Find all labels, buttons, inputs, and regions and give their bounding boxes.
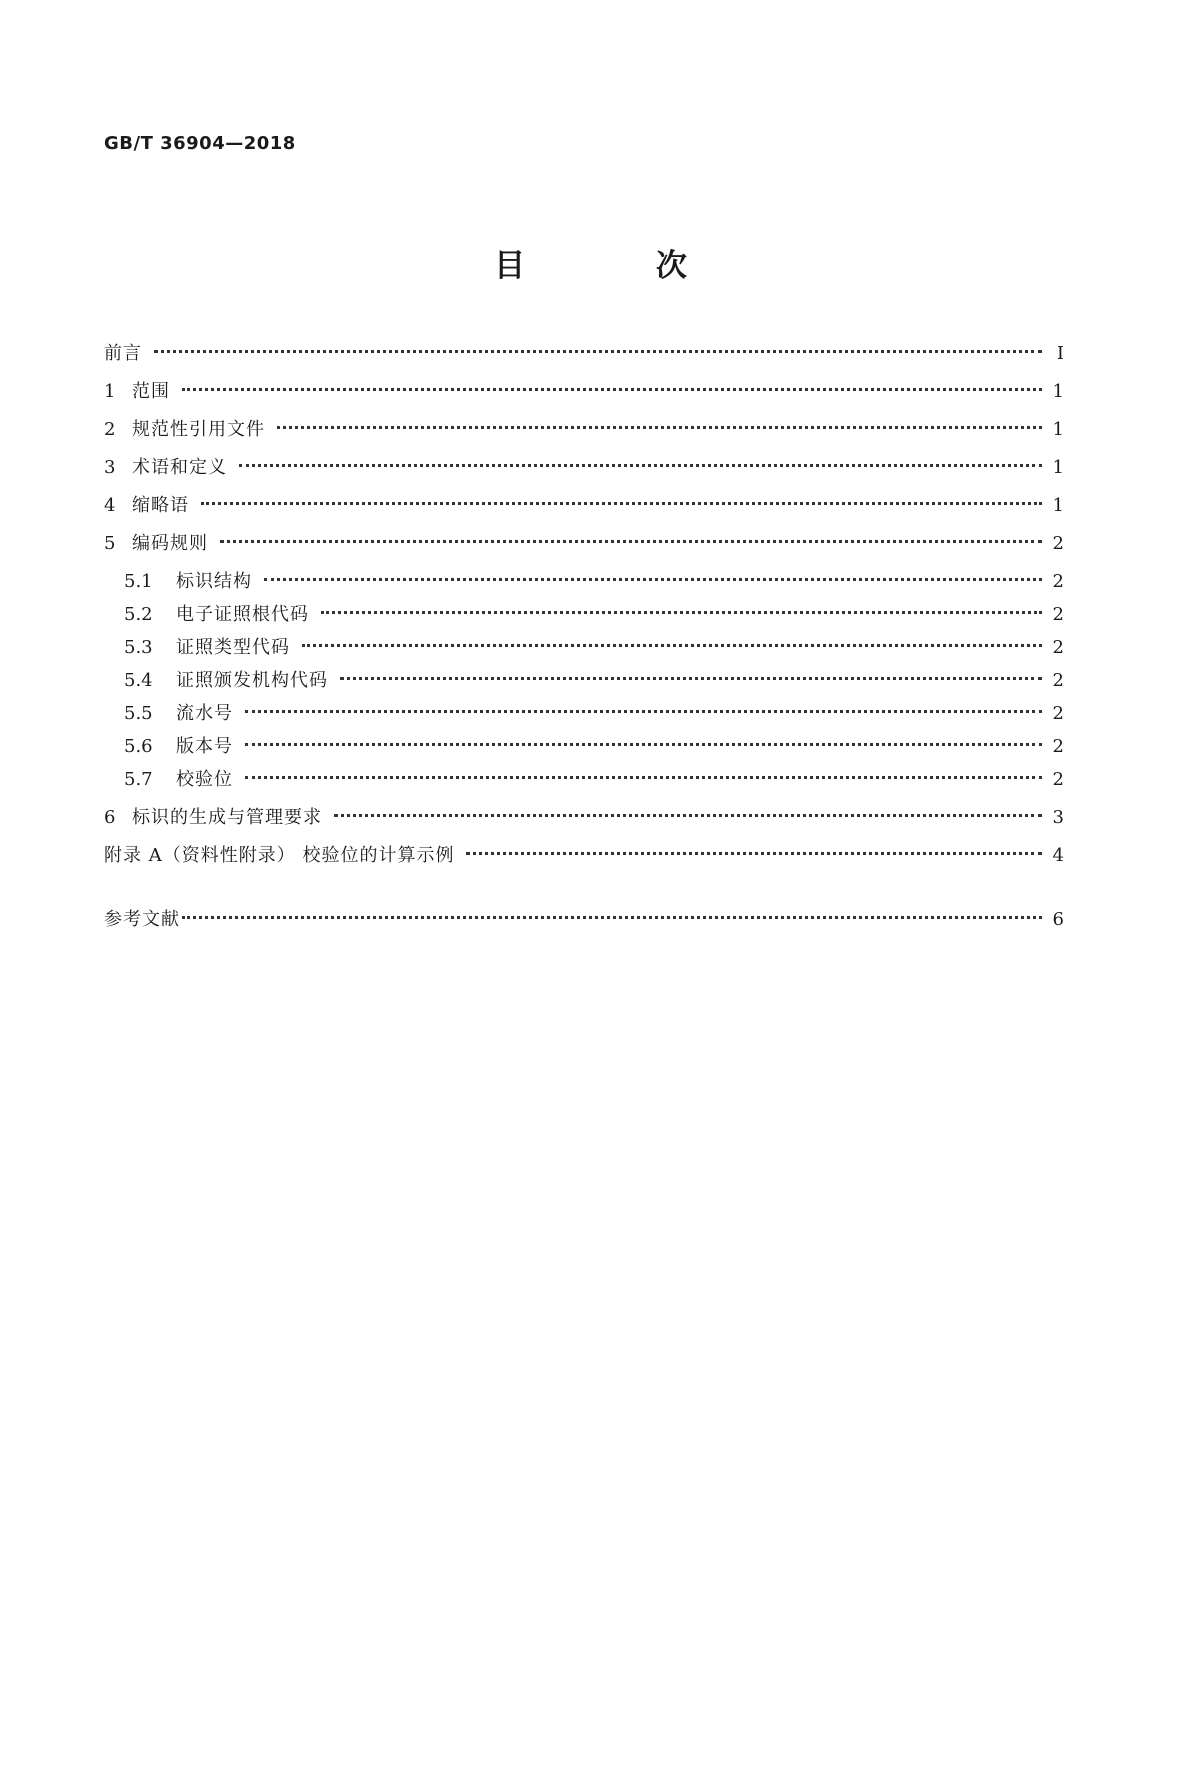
toc-label: 流水号 — [176, 703, 233, 724]
toc-number: 2 — [104, 419, 116, 440]
toc-label: 标识结构 — [176, 571, 252, 592]
toc-number: 5.7 — [124, 769, 153, 790]
toc-number: 5.1 — [124, 571, 153, 592]
toc-number: 4 — [104, 495, 116, 516]
toc-number: 6 — [104, 807, 116, 828]
toc-number: 5.2 — [124, 604, 153, 625]
toc-leader — [245, 743, 1042, 746]
toc-entry-5-7[interactable] — [104, 769, 1064, 791]
toc-label: 版本号 — [176, 736, 233, 757]
toc-page: 3 — [1052, 807, 1064, 828]
toc-entry-5-1[interactable] — [104, 571, 1064, 593]
toc-entry-4[interactable] — [104, 495, 1064, 517]
toc-leader — [239, 464, 1042, 467]
toc-page: 2 — [1052, 769, 1064, 790]
toc-label: 规范性引用文件 — [132, 419, 265, 440]
toc-entry-5-5[interactable] — [104, 703, 1064, 725]
toc-label: 前言 — [104, 343, 142, 364]
toc-entry-annex-a[interactable] — [104, 845, 1064, 867]
toc-label: 编码规则 — [132, 533, 208, 554]
toc-leader — [245, 776, 1042, 779]
toc-leader — [334, 814, 1042, 817]
toc-label: 参考文献 — [104, 909, 180, 930]
toc-number: 5.3 — [124, 637, 153, 658]
toc-entry-foreword[interactable] — [104, 343, 1064, 365]
toc-entry-6[interactable] — [104, 807, 1064, 829]
toc-label: 校验位 — [176, 769, 233, 790]
toc-leader — [182, 388, 1042, 391]
toc-entry-5-3[interactable] — [104, 637, 1064, 659]
toc-label: 缩略语 — [132, 495, 189, 516]
toc-number: 3 — [104, 457, 116, 478]
toc-page: 6 — [1052, 909, 1064, 930]
toc-number: 5.6 — [124, 736, 153, 757]
toc-leader — [245, 710, 1042, 713]
toc-page: 1 — [1052, 457, 1064, 478]
toc-leader — [277, 426, 1042, 429]
toc-number: 5.5 — [124, 703, 153, 724]
toc-entry-5[interactable] — [104, 533, 1064, 555]
page-title: 目 次 — [494, 248, 747, 284]
toc-label: 证照颁发机构代码 — [176, 670, 328, 691]
toc-label: 术语和定义 — [132, 457, 227, 478]
toc-label: 标识的生成与管理要求 — [132, 807, 322, 828]
toc-leader — [340, 677, 1042, 680]
toc-page: 2 — [1052, 571, 1064, 592]
toc-leader — [154, 350, 1042, 353]
toc-number: 5 — [104, 533, 116, 554]
toc-leader — [466, 852, 1042, 855]
standard-code: GB/T 36904—2018 — [104, 133, 296, 154]
toc-page: 2 — [1052, 533, 1064, 554]
toc-leader — [321, 611, 1042, 614]
toc-leader — [302, 644, 1042, 647]
toc-page: 2 — [1052, 604, 1064, 625]
toc-entry-5-2[interactable] — [104, 604, 1064, 626]
toc-entry-5-4[interactable] — [104, 670, 1064, 692]
toc-entry-3[interactable] — [104, 457, 1064, 479]
toc-leader — [201, 502, 1042, 505]
toc-page: Ⅰ — [1056, 343, 1064, 364]
toc-number: 1 — [104, 381, 116, 402]
toc-page: 2 — [1052, 736, 1064, 757]
toc-label: 电子证照根代码 — [176, 604, 309, 625]
toc-page: 1 — [1052, 495, 1064, 516]
toc-label: 范围 — [132, 381, 170, 402]
toc-leader — [220, 540, 1042, 543]
toc-label: 证照类型代码 — [176, 637, 290, 658]
toc-entry-1[interactable] — [104, 381, 1064, 403]
toc-entry-bibliography[interactable] — [104, 909, 1064, 931]
toc-page: 2 — [1052, 637, 1064, 658]
toc-page: 1 — [1052, 419, 1064, 440]
toc-leader — [264, 578, 1042, 581]
toc-page: 2 — [1052, 703, 1064, 724]
toc-number: 5.4 — [124, 670, 153, 691]
toc-page: 2 — [1052, 670, 1064, 691]
toc-entry-2[interactable] — [104, 419, 1064, 441]
toc-entry-5-6[interactable] — [104, 736, 1064, 758]
toc-page: 4 — [1052, 845, 1064, 866]
toc-page: 1 — [1052, 381, 1064, 402]
toc-leader — [182, 916, 1042, 919]
toc-label: 附录 A（资料性附录） 校验位的计算示例 — [104, 845, 455, 866]
